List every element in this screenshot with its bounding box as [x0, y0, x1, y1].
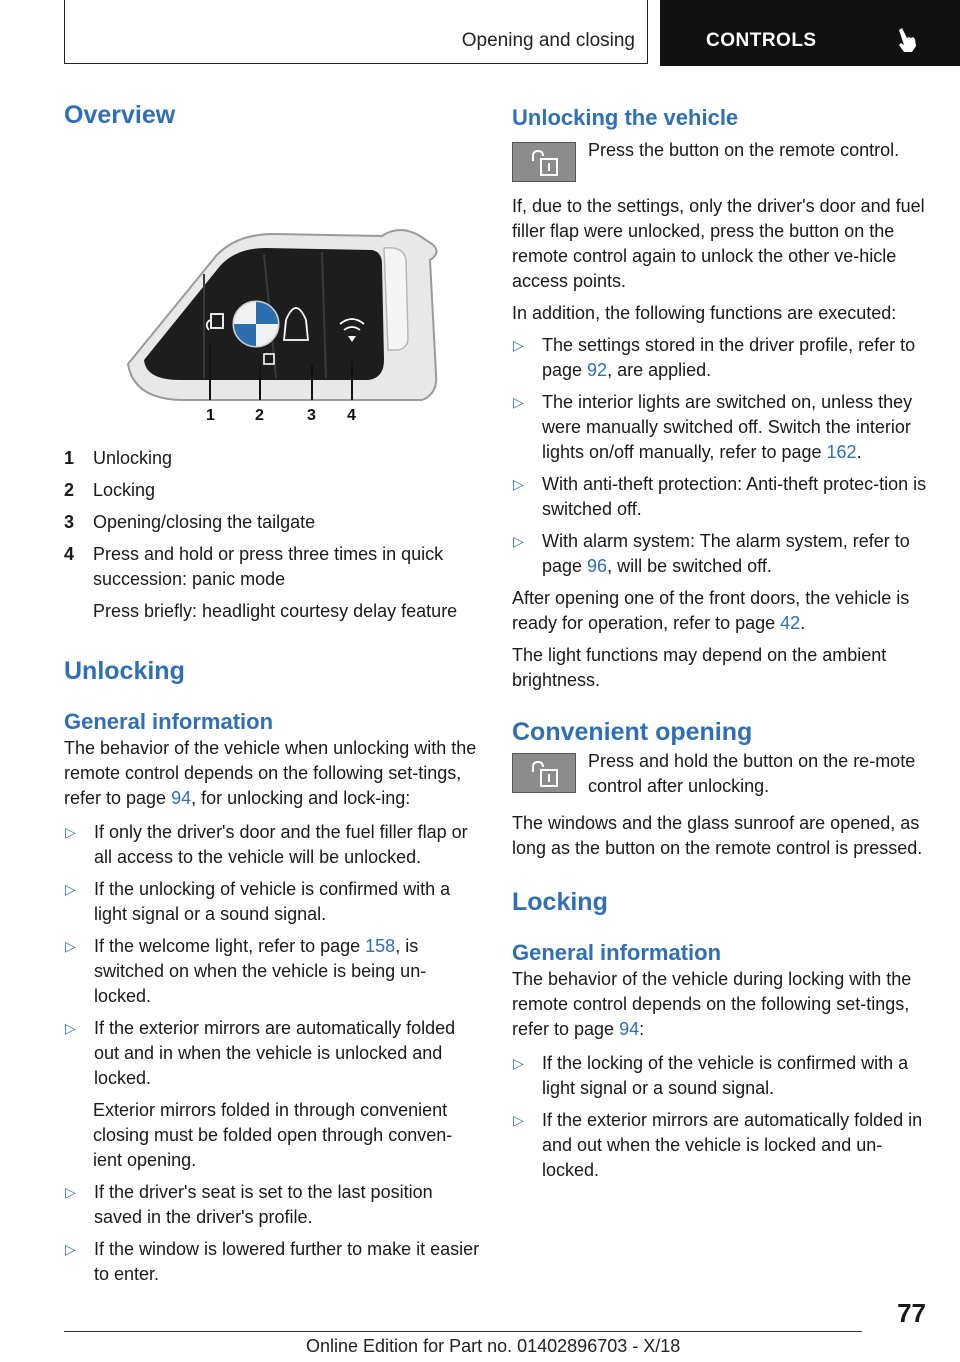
right-column: [512, 100, 928, 1183]
figure-legend: [64, 446, 480, 624]
list-item: ▷ With anti-theft protection: Anti-theft protec-tion is switched off.: [512, 472, 928, 522]
list-item: ▷ If the window is lowered further to make it easier to enter.: [64, 1237, 480, 1287]
unlock-button-row: [512, 138, 928, 182]
page-link[interactable]: 162: [826, 442, 857, 462]
list-item: ▷ The interior lights are switched on, unless they were manually switched off. Switch the interior lights on/off manually, refer to page 162.: [512, 390, 928, 465]
unlocking-vehicle-heading: Unlocking the vehicle: [512, 105, 739, 130]
locking-heading: Locking: [512, 888, 608, 916]
bullet-icon: ▷: [513, 337, 524, 353]
bullet-icon: ▷: [65, 824, 76, 840]
light-functions-paragraph: The light functions may depend on the ambient brightness.: [512, 645, 887, 690]
callout-1: 1: [206, 407, 215, 424]
list-item: ▷ If the unlocking of vehicle is confirmed with a light signal or a sound signal.: [64, 877, 480, 927]
callout-4: 4: [347, 407, 356, 424]
bullet-icon: ▷: [65, 1020, 76, 1036]
legend-item: 2 Locking: [64, 480, 156, 500]
section-title: Opening and closing: [461, 30, 635, 51]
unlock-button-icon: [512, 142, 576, 182]
overview-heading: Overview: [64, 101, 176, 129]
general-paragraph: The behavior of the vehicle when unlocking with the remote control depends on the following set-tings, refer to page 94, for unlocking and lock-ing:: [64, 738, 477, 808]
convenient-button-text: Press and hold the button on the re-mote control after unlocking.: [588, 751, 916, 796]
bullet-icon: ▷: [513, 394, 524, 410]
bullet-icon: ▷: [513, 1055, 524, 1071]
list-item-note: Exterior mirrors folded in through convenient closing must be folded open through conven-ient opening.: [93, 1100, 453, 1170]
page-header: [64, 0, 960, 66]
functions-intro: In addition, the following functions are executed:: [512, 303, 897, 323]
bullet-icon: ▷: [65, 938, 76, 954]
bullet-icon: ▷: [65, 1241, 76, 1257]
list-item: ▷ If the exterior mirrors are automatically folded in and out when the vehicle is locked and un-locked.: [512, 1108, 928, 1183]
list-item: ▷ The settings stored in the driver profile, refer to page 92, are applied.: [512, 333, 928, 383]
page-link[interactable]: 158: [365, 936, 396, 956]
list-item: ▷ If the exterior mirrors are automatically folded out and in when the vehicle is unlocked and locked.: [64, 1016, 480, 1091]
locking-paragraph: The behavior of the vehicle during locking with the remote control depends on the following set-tings, refer to page 94:: [512, 969, 912, 1039]
page-number: 77: [897, 1298, 926, 1328]
legend-note: Press briefly: headlight courtesy delay feature: [93, 601, 458, 621]
bullet-icon: ▷: [513, 476, 524, 492]
front-doors-paragraph: After opening one of the front doors, the vehicle is ready for operation, refer to page 42.: [512, 588, 910, 633]
convenient-opening-heading: Convenient opening: [512, 718, 753, 746]
general-information-heading: General information: [64, 709, 274, 734]
locking-general-heading: General information: [512, 940, 722, 965]
callout-2: 2: [255, 407, 264, 424]
page-link[interactable]: 92: [587, 360, 608, 380]
list-item: ▷ If the driver's seat is set to the last position saved in the driver's profile.: [64, 1180, 480, 1230]
bullet-icon: ▷: [65, 881, 76, 897]
remote-key-figure: [64, 164, 480, 428]
page-link[interactable]: 94: [619, 1019, 640, 1039]
chapter-tab: [660, 0, 960, 66]
page-link[interactable]: 42: [780, 613, 801, 633]
page-link[interactable]: 94: [171, 788, 192, 808]
left-column: [64, 100, 480, 1287]
list-item: ▷ If the locking of the vehicle is confirmed with a light signal or a sound signal.: [512, 1051, 928, 1101]
legend-item: 4 Press and hold or press three times in quick succession: panic mode: [64, 544, 444, 589]
footer-edition: Online Edition for Part no. 01402896703 - X/18: [306, 1336, 681, 1356]
list-item: ▷ If the welcome light, refer to page 158, is switched on when the vehicle is being un-locked.: [64, 934, 480, 1009]
unlock-button-text: Press the button on the remote control.: [588, 140, 900, 160]
unlock-button-icon: [512, 753, 576, 793]
list-item: ▷ With alarm system: The alarm system, refer to page 96, will be switched off.: [512, 529, 928, 579]
bullet-icon: ▷: [65, 1184, 76, 1200]
callout-3: 3: [307, 407, 316, 424]
bullet-icon: ▷: [513, 533, 524, 549]
pointing-hand-icon: [896, 28, 918, 52]
legend-item: 1 Unlocking: [64, 448, 173, 468]
remote-key-illustration: [64, 164, 480, 428]
chapter-tab-label: CONTROLS: [706, 30, 817, 51]
bullet-icon: ▷: [513, 1112, 524, 1128]
section-title-box: [64, 0, 648, 64]
unlock-paragraph: If, due to the settings, only the driver's door and fuel filler flap were unlocked, press the button on the remote control again to unlock the other ve-hicle access points.: [512, 196, 925, 291]
windows-paragraph: The windows and the glass sunroof are opened, as long as the button on the remote control is pressed.: [512, 813, 923, 858]
page-link[interactable]: 96: [587, 556, 608, 576]
legend-item: 3 Opening/closing the tailgate: [64, 512, 316, 532]
unlocking-heading: Unlocking: [64, 657, 185, 685]
footer-divider: [64, 1331, 862, 1332]
list-item: ▷ If only the driver's door and the fuel filler flap or all access to the vehicle will be unlocked.: [64, 820, 480, 870]
convenient-button-row: [512, 749, 928, 799]
